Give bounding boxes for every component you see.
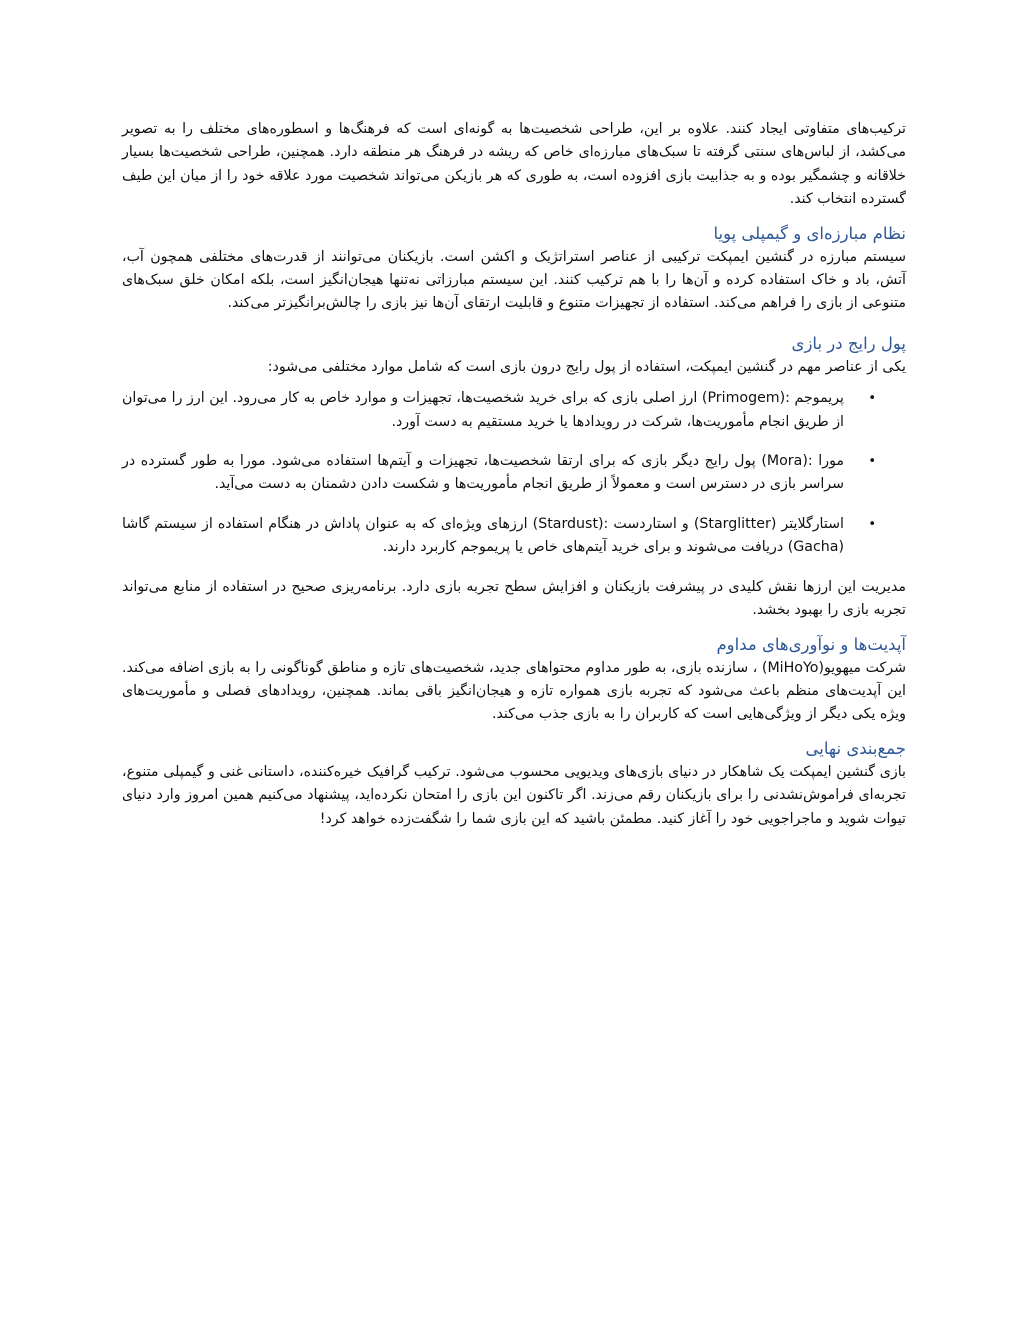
intro-paragraph: ترکیب‌های متفاوتی ایجاد کنند. علاوه بر این، طراحی شخصیت‌ها به گونه‌ای است که فرهنگ‌ها و اسطوره‌های مختلف را به تصویر می‌کشد، از لباس‌های سنتی گرفته تا سبک‌های مبارزه‌ای خاص که ریشه در فرهنگ هر منطقه دارد. همچنین، طراحی شخصیت‌ها بسیار خلاقانه و چشمگیر بوده و به جذابیت بازی افزوده است، به طوری که هر بازیکن می‌تواند شخصیت مورد علاقه خود را از میان این طیف گسترده انتخاب کند.	[122, 121, 906, 208]
list-item	[122, 450, 906, 497]
list-item	[122, 513, 906, 560]
conclusion-heading: جمع‌بندی نهایی	[805, 738, 906, 758]
currency-heading: پول رایج در بازی	[791, 333, 906, 353]
combat-heading: نظام مبارزه‌ای و گیمپلی پویا	[713, 223, 906, 243]
list-item	[122, 387, 906, 434]
updates-heading: آپدیت‌ها و نوآوری‌های مداوم	[716, 634, 906, 654]
currency-outro: مدیریت این ارزها نقش کلیدی در پیشرفت بازیکنان و افزایش سطح تجربه بازی دارد. برنامه‌ریزی صحیح در استفاده از منابع می‌تواند تجربه بازی را بهبود بخشد.	[122, 578, 906, 619]
bullet-icon: •	[868, 516, 876, 532]
list-item-text: پریموجم :(Primogem) ارز اصلی بازی که برای خرید شخصیت‌ها، تجهیزات و موارد خاص به کار می‌رود. این ارز را می‌توان از طریق انجام مأموریت‌ها، شرکت در رویدادها یا خرید مستقیم به دست آورد.	[122, 390, 844, 430]
combat-paragraph: سیستم مبارزه در گنشین ایمپکت ترکیبی از عناصر استراتژیک و اکشن است. بازیکنان می‌توانند از قدرت‌های مختلفی همچون آب، آتش، باد و خاک استفاده کرده و آن‌ها را با هم ترکیب کنند. این سیستم مبارزاتی نه‌تنها هیجان‌انگیز است، بلکه امکان خلق سبک‌های متنوعی از بازی را فراهم می‌کند. استفاده از تجهیزات متنوع و قابلیت ارتقای آن‌ها نیز بازی را چالش‌برانگیزتر می‌کند.	[122, 248, 906, 312]
list-item-text: استارگلایتر (Starglitter) و استاردست :(Stardust) ارزهای ویژه‌ای که به عنوان پاداش در هنگام استفاده از سیستم گاشا (Gacha) دریافت می‌شوند و برای خرید آیتم‌های خاص یا پریموجم کاربرد دارند.	[122, 515, 844, 556]
bullet-icon: •	[868, 391, 876, 407]
conclusion-paragraph: بازی گنشین ایمپکت یک شاهکار در دنیای بازی‌های ویدیویی محسوب می‌شود. ترکیب گرافیک خیره‌کننده، داستانی غنی و گیمپلی متنوع، تجربه‌ای فراموش‌نشدنی را برای بازیکنان رقم می‌زند. اگر تاکنون این بازی را امتحان نکرده‌اید، پیشنهاد می‌کنیم همین امروز وارد دنیای تیوات شوید و ماجراجویی خود را آغاز کنید. مطمئن باشید که این بازی شما را شگفت‌زده خواهد کرد!	[122, 763, 906, 827]
currency-intro: یکی از عناصر مهم در گنشین ایمپکت، استفاده از پول رایج درون بازی است که شامل موارد مختلفی می‌شود:	[267, 358, 906, 375]
bullet-icon: •	[868, 454, 876, 470]
list-item-text: مورا :(Mora) پول رایج دیگر بازی که برای ارتقا شخصیت‌ها، تجهیزات و آیتم‌ها استفاده می‌شود. مورا به طور گسترده در سراسر بازی در دسترس است و معمولاً از طریق انجام مأموریت‌ها و شکست دادن دشمنان به دست می‌آید.	[122, 453, 844, 493]
updates-paragraph: شرکت میهویو(MiHoYo) ، سازنده بازی، به طور مداوم محتواهای جدید، شخصیت‌های تازه و مناطق گوناگونی را به بازی اضافه می‌کند. این آپدیت‌های منظم باعث می‌شود که تجربه بازی همواره تازه و هیجان‌انگیز باقی بماند. همچنین، رویدادهای فصلی و مأموریت‌های ویژه یکی دیگر از ویژگی‌هایی است که کاربران را به بازی جذب می‌کند.	[122, 659, 906, 723]
document-page	[122, 118, 906, 831]
currency-list	[122, 387, 906, 559]
